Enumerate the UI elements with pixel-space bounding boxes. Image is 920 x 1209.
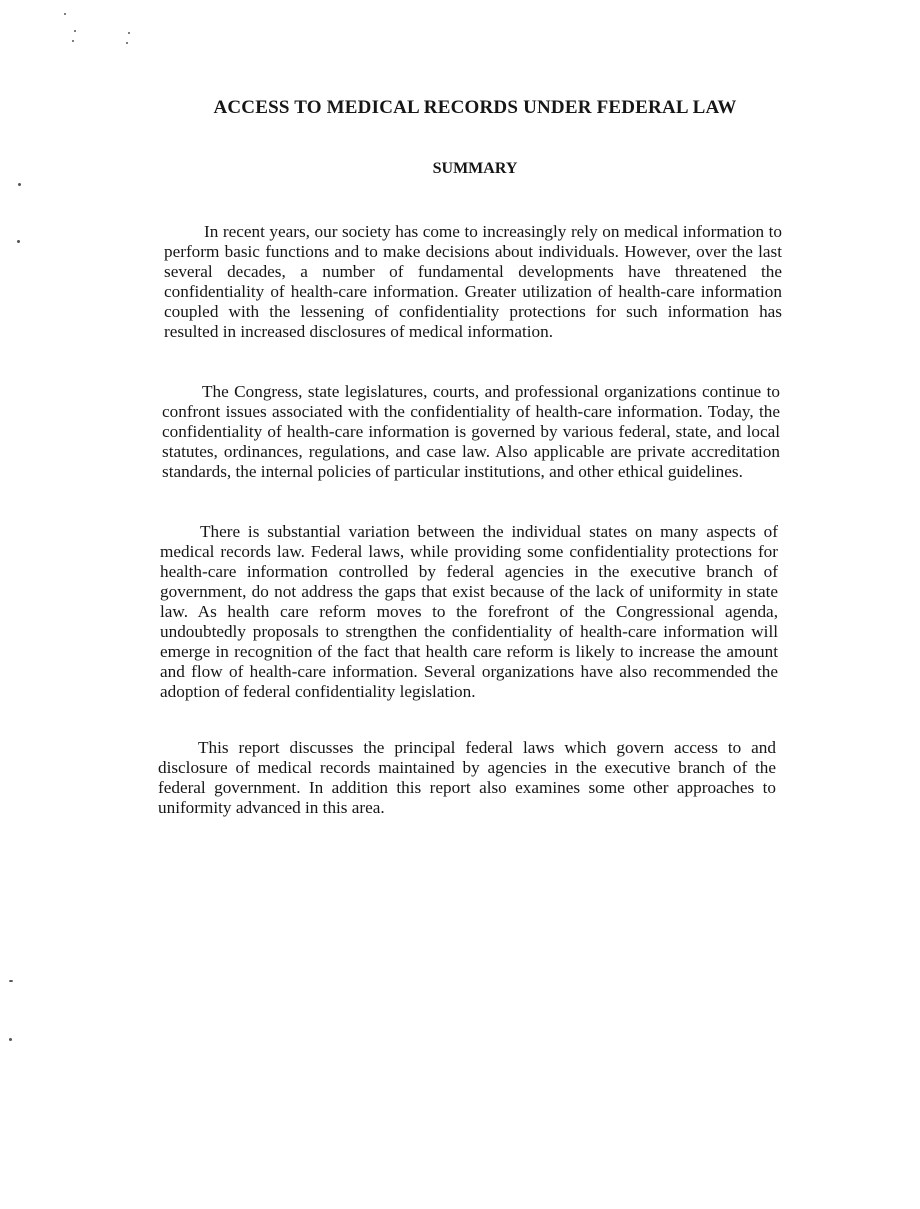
scan-speck (126, 42, 128, 44)
scan-speck (17, 240, 20, 243)
summary-paragraph: There is substantial variation between the individual states on many aspects of medical records law. Federal laws, while providing some confidentiality protections for health-care information controlled by federal agencies in the executive branch of government, do not address the gaps that exist because of the lack of uniformity in state law. As health care reform moves to the forefront of the Congressional agenda, undoubtedly proposals to strengthen the confidentiality of health-care information will emerge in recognition of the fact that health care reform is likely to increase the amount and flow of health-care information. Several organizations have also recommended the adoption of federal confidentiality legislation. (160, 522, 778, 701)
scan-speck (18, 183, 21, 186)
scan-speck (9, 1038, 12, 1041)
section-heading: SUMMARY (432, 160, 518, 177)
scan-speck (72, 40, 74, 42)
scan-speck (9, 980, 13, 982)
summary-paragraph: The Congress, state legislatures, courts, and professional organizations continue to confront issues associated with the confidentiality of health-care information. Today, the confidentiality of health-care information is governed by various federal, state, and local statutes, ordinances, regulations, and case law. Also applicable are private accreditation standards, the internal policies of particular institutions, and other ethical guidelines. (162, 382, 780, 481)
document-title: ACCESS TO MEDICAL RECORDS UNDER FEDERAL LAW (213, 97, 737, 118)
scan-speck (74, 30, 76, 32)
scan-speck (64, 13, 66, 15)
summary-paragraph: This report discusses the principal federal laws which govern access to and disclosure of medical records maintained by agencies in the executive branch of the federal government. In addition this report also examines some other approaches to uniformity advanced in this area. (158, 738, 776, 817)
scan-speck (128, 32, 130, 34)
summary-paragraph: In recent years, our society has come to increasingly rely on medical information to perform basic functions and to make decisions about individuals. However, over the last several decades, a number of fundamental developments have threatened the confidentiality of health-care information. Greater utilization of health-care information coupled with the lessening of confidentiality protections for such information has resulted in increased disclosures of medical information. (164, 222, 782, 341)
